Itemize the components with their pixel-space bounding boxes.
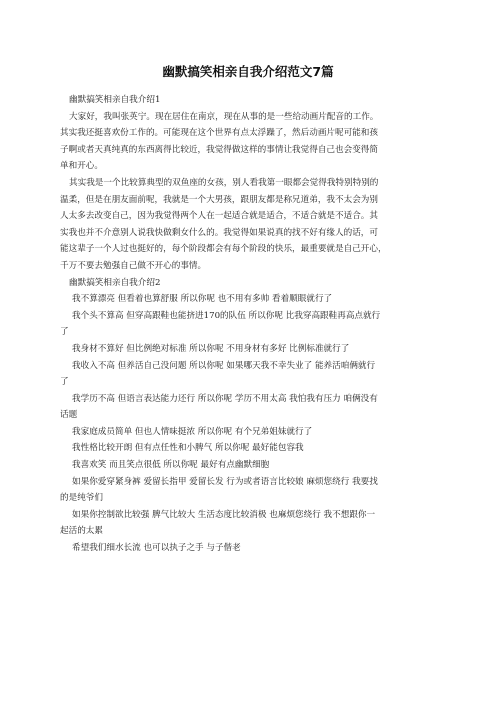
text-line: 幽默搞笑相亲自我介绍2 <box>69 277 161 288</box>
text-line: 子啊或者天真纯真的东西离得比较近，我觉得做这样的事情让我觉得自己也会变得简 <box>60 144 378 155</box>
text-line: 我身材不算好 但比例绝对标准 所以你呢 不用身材有多好 比例标准就行了 <box>72 343 350 354</box>
document-title: 幽默搞笑相亲自我介绍范文7篇 <box>162 64 334 79</box>
text-line: 单和开心。 <box>60 161 103 172</box>
document-body <box>60 92 442 557</box>
text-line: 能这辈子一个人过也挺好的，每个阶段都会有每个阶段的快乐，最重要就是自己开心， <box>60 244 387 255</box>
text-line: 我家庭成员简单 但也人情味挺浓 所以你呢 有个兄弟姐妹就行了 <box>72 426 313 437</box>
text-line: 的是纯爷们 <box>60 493 103 504</box>
text-line: 我收入不高 但养活自己没问题 所以你呢 如果哪天我不幸失业了 能养活咱俩就行 <box>72 360 376 371</box>
text-line: 人太多去改变自己，因为我觉得两个人在一起适合就是适合，不适合就是不适合。其 <box>60 211 378 222</box>
text-line: 希望我们细水长流 也可以执子之手 与子偕老 <box>72 543 241 554</box>
text-line: 其实我是一个比较算典型的双鱼座的女孩，别人看我第一眼都会觉得我特别特别的 <box>69 177 379 188</box>
text-line: 温柔，但是在朋友面前呢，我就是一个大男孩，跟朋友都是称兄道弟，我不太会为别 <box>60 194 378 205</box>
text-line: 了 <box>60 327 69 338</box>
text-line: 我不算漂亮 但看着也算舒服 所以你呢 也不用有多帅 看着顺眼就行了 <box>72 294 333 305</box>
text-line: 话题 <box>60 410 78 421</box>
text-line: 我个头不算高 但穿高跟鞋也能挤进170的队伍 所以你呢 比我穿高跟鞋再高点就行 <box>72 310 381 321</box>
text-line: 千万不要去勉强自己做不开心的事情。 <box>60 260 207 271</box>
text-line: 实我也并不介意别人说我快做剩女什么的。我觉得如果说真的找不好有缘人的话，可 <box>60 227 378 238</box>
text-line: 了 <box>60 377 69 388</box>
text-line: 如果你爱穿紧身裤 爱留长指甲 爱留长发 行为或者语言比较娘 麻烦您绕行 我要找 <box>72 476 378 487</box>
text-line: 大家好，我叫张英宁。现在居住在南京，现在从事的是一些给动画片配音的工作。 <box>69 111 379 122</box>
text-line: 我喜欢笑 而且笑点很低 所以你呢 最好有点幽默细胞 <box>72 460 270 471</box>
text-line: 我学历不高 但语言表达能力还行 所以你呢 学历不用太高 我怕我有压力 咱俩没有 <box>72 393 378 404</box>
text-line: 起活的太累 <box>60 526 103 537</box>
text-line: 我性格比较开朗 但有点任性和小脾气 所以你呢 最好能包容我 <box>72 443 304 454</box>
text-line: 如果你控制欲比较强 脾气比较大 生活态度比较消极 也麻烦您绕行 我不想跟你一 <box>72 509 376 520</box>
text-line: 幽默搞笑相亲自我介绍1 <box>69 95 161 105</box>
text-line: 其实我还挺喜欢份工作的。可能现在这个世界有点太浮躁了，然后动画片呢可能和孩 <box>60 128 378 139</box>
